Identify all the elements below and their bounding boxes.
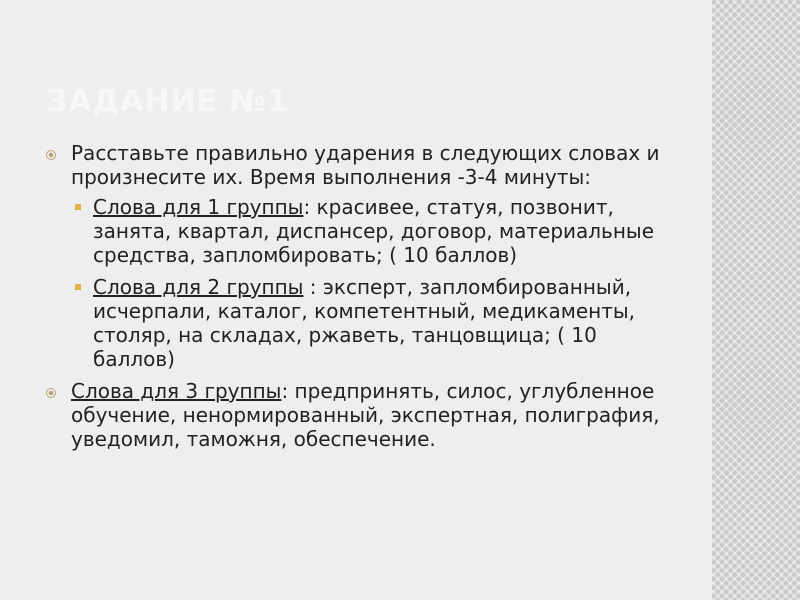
group-2-link[interactable]: Слова для 2 группы bbox=[93, 275, 304, 299]
circle-bullet-icon bbox=[46, 150, 56, 160]
group-1-link[interactable]: Слова для 1 группы bbox=[93, 195, 304, 219]
slide-content bbox=[46, 141, 668, 451]
square-bullet-icon bbox=[75, 204, 81, 210]
decorative-stripe bbox=[712, 0, 800, 600]
slide-title: ЗАДАНИЕ №1 bbox=[46, 84, 289, 119]
sub-item-group-2 bbox=[71, 275, 668, 371]
group-2-text: : эксперт, запломбированный, исчерпали, каталог, компетентный, медикаменты, столяр, на складах, ржаветь, танцовщица; ( 10 баллов) bbox=[93, 275, 635, 371]
group-1-text: : красивее, статуя, позвонит, занята, квартал, диспансер, договор, материальные средства, запломбировать; ( 10 баллов) bbox=[93, 195, 655, 267]
item-1-text: Расставьте правильно ударения в следующих словах и произнесите их. Время выполнения -3-4 минуты: bbox=[71, 141, 660, 189]
group-3-text: : предпринять, силос, углубленное обучение, ненормированный, экспертная, полиграфия, уведомил, таможня, обеспечение. bbox=[71, 379, 660, 451]
square-bullet-icon bbox=[75, 284, 81, 290]
group-3-link[interactable]: Слова для 3 группы bbox=[71, 379, 282, 403]
sub-item-group-1 bbox=[71, 195, 668, 267]
bullet-item-2 bbox=[46, 379, 668, 451]
bullet-item-1 bbox=[46, 141, 668, 371]
circle-bullet-icon bbox=[46, 388, 56, 398]
